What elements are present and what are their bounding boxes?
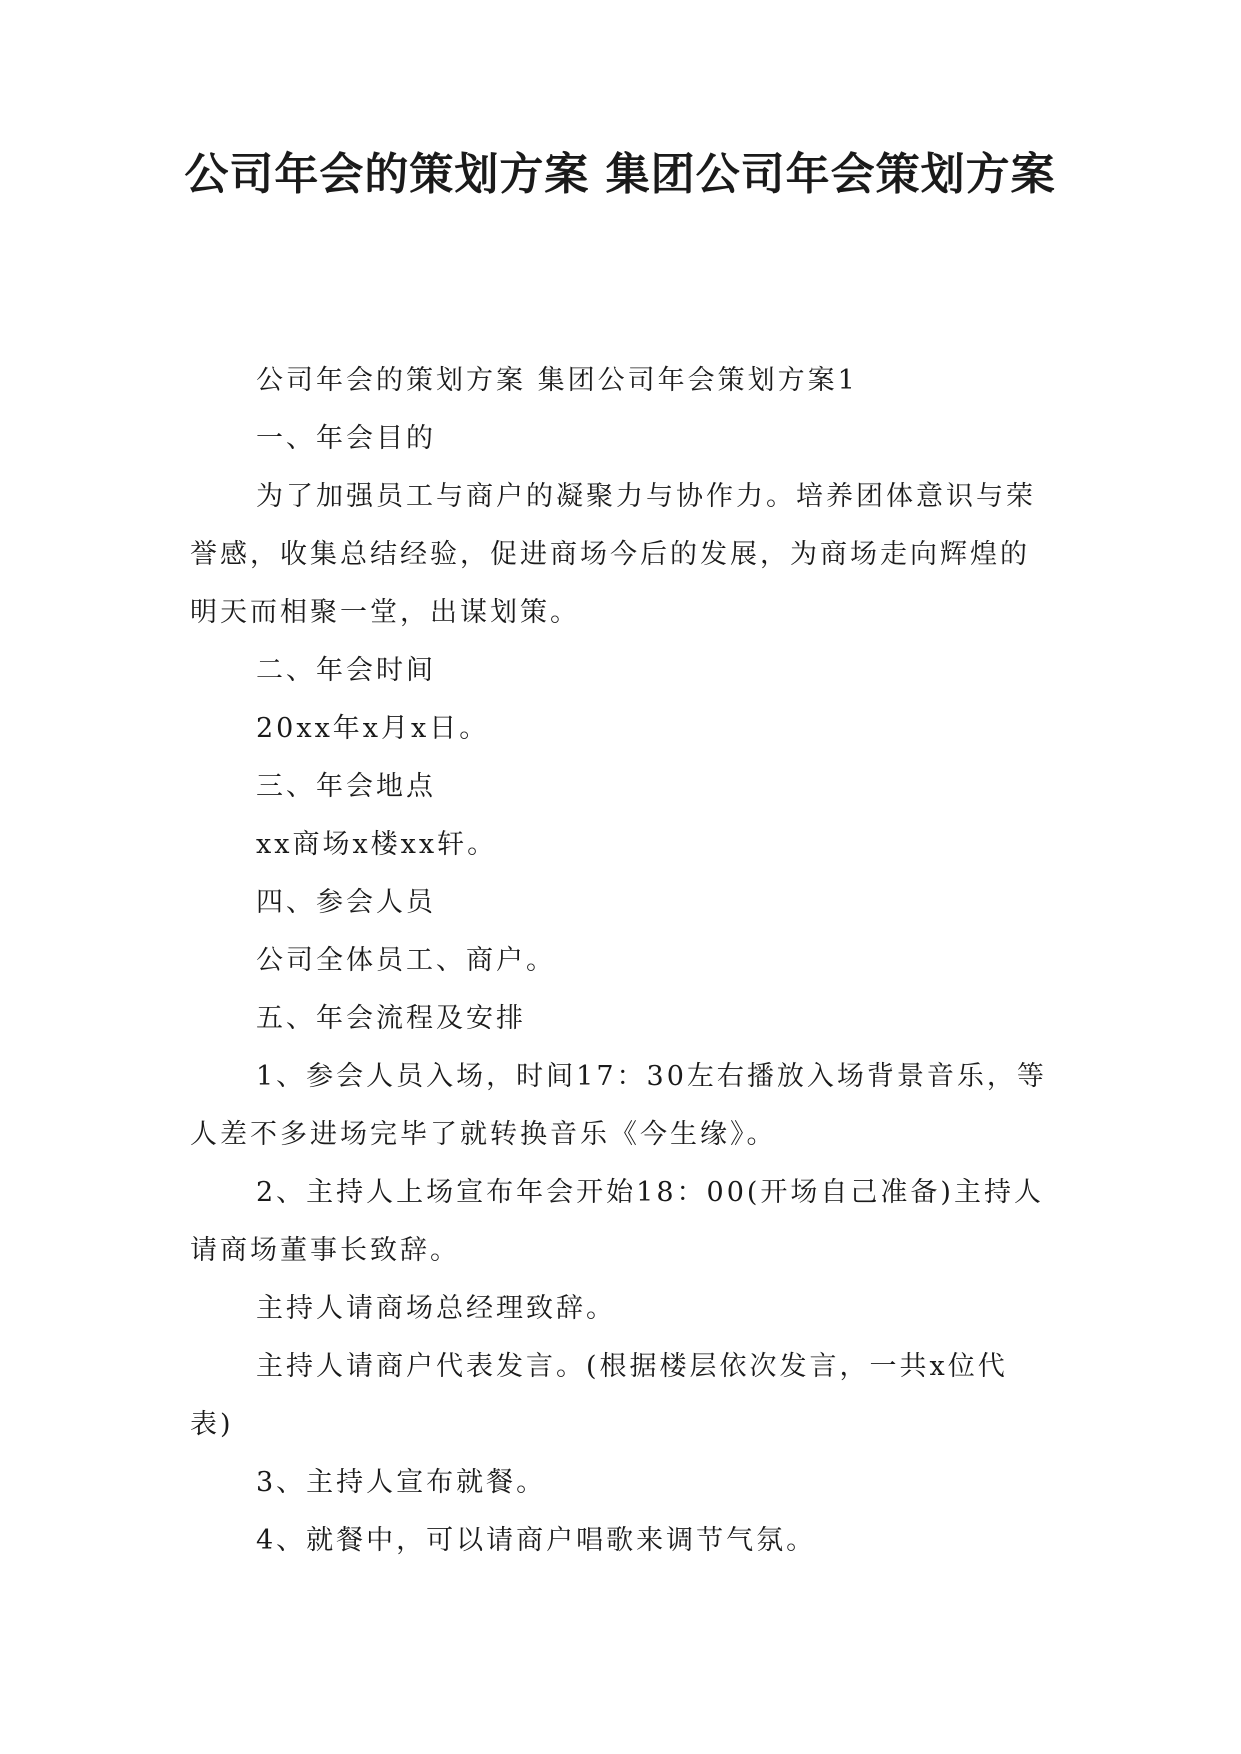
paragraph: 20xx年x月x日。 — [256, 713, 490, 744]
section-heading: 三、年会地点 — [256, 771, 436, 802]
paragraph: 1、参会人员入场，时间17：30左右播放入场背景音乐，等人差不多进场完毕了就转换音乐《今生缘》。 — [190, 1061, 1047, 1150]
section-heading: 二、年会时间 — [256, 655, 436, 686]
section-heading: 一、年会目的 — [256, 423, 436, 454]
section-heading: 四、参会人员 — [256, 887, 436, 918]
document-body — [190, 352, 1050, 1570]
document-title: 公司年会的策划方案 集团公司年会策划方案 — [184, 149, 1056, 200]
paragraph: xx商场x楼xx轩。 — [256, 829, 498, 860]
subtitle-paragraph: 公司年会的策划方案 集团公司年会策划方案1 — [256, 365, 858, 396]
paragraph: 4、就餐中，可以请商户唱歌来调节气氛。 — [256, 1525, 817, 1556]
paragraph: 公司全体员工、商户。 — [256, 945, 556, 976]
paragraph: 2、主持人上场宣布年会开始18：00(开场自己准备)主持人请商场董事长致辞。 — [190, 1177, 1044, 1266]
paragraph: 为了加强员工与商户的凝聚力与协作力。培养团体意识与荣誉感，收集总结经验，促进商场今后的发展，为商场走向辉煌的明天而相聚一堂，出谋划策。 — [190, 481, 1036, 628]
paragraph: 主持人请商场总经理致辞。 — [256, 1293, 616, 1324]
section-heading: 五、年会流程及安排 — [256, 1003, 526, 1034]
paragraph: 3、主持人宣布就餐。 — [256, 1467, 547, 1498]
paragraph: 主持人请商户代表发言。(根据楼层依次发言，一共x位代表) — [190, 1351, 1008, 1440]
